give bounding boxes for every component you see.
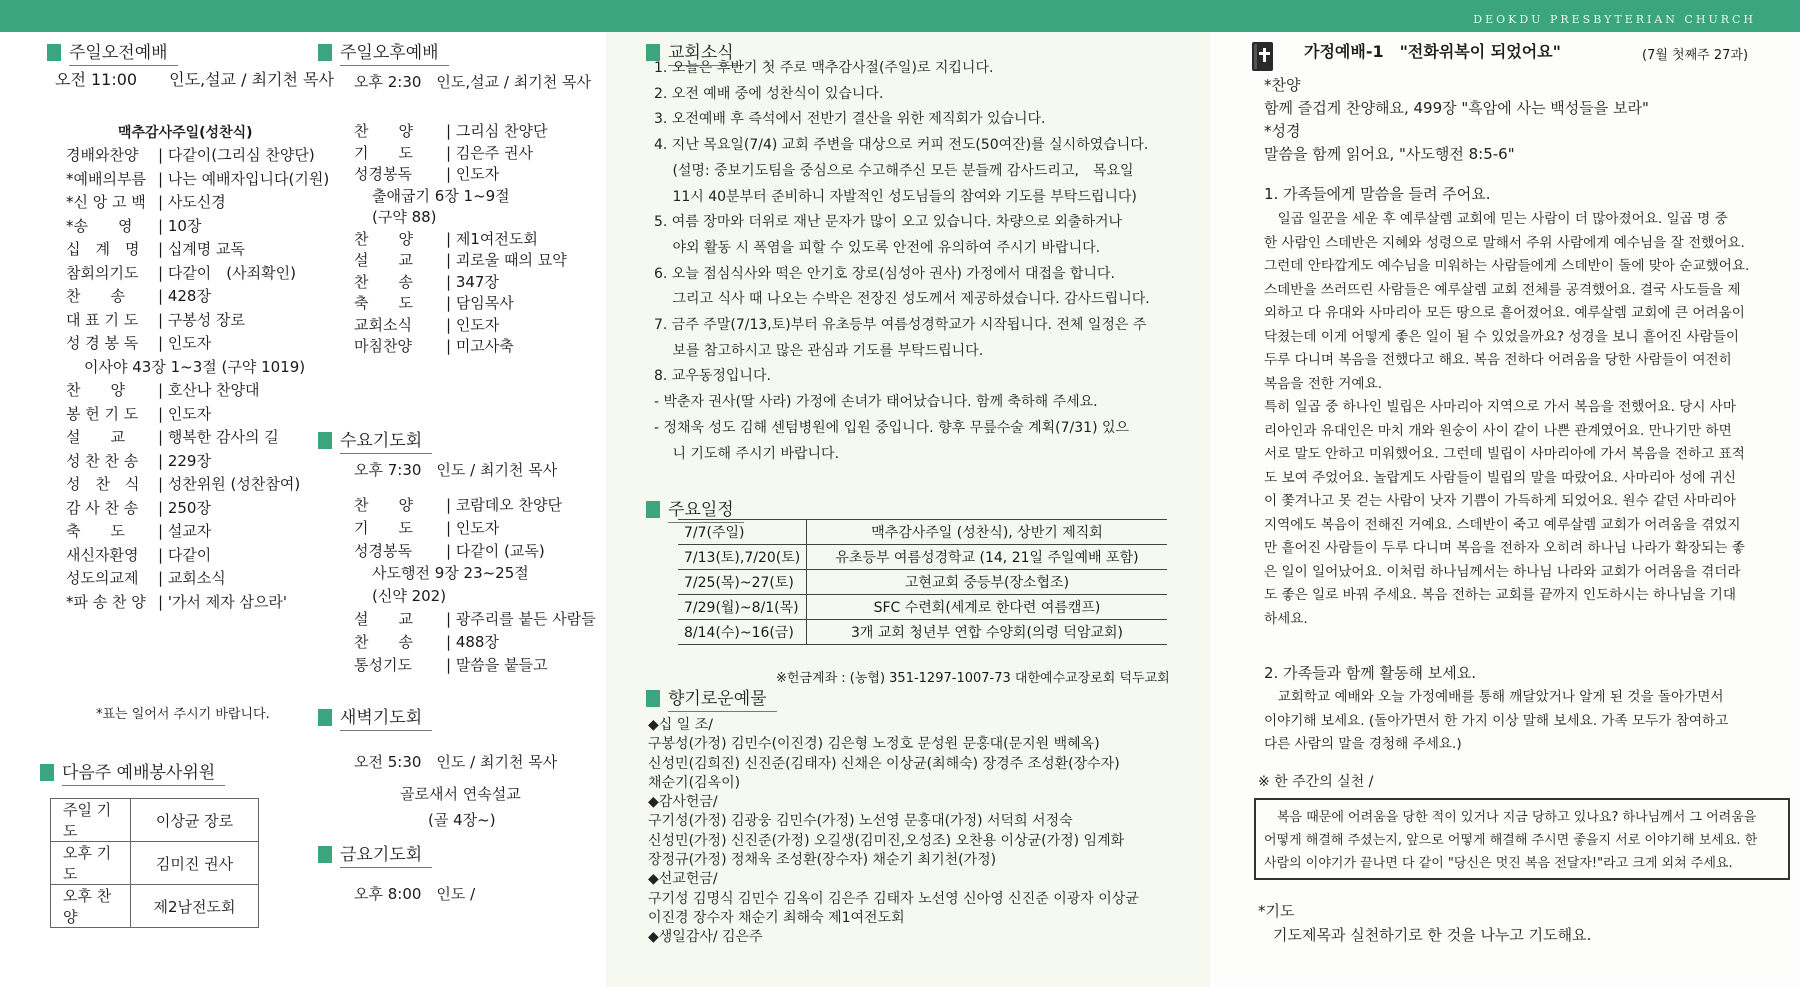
order-row [354,315,567,337]
order-item-label: 교회소식 [354,315,412,334]
services-column [300,32,606,987]
offering-line: 신성민(김희진) 신진준(김태자) 신채은 이상균(최해숙) 장경주 조성환(장수자) [648,755,1120,772]
body-line: 복음을 전한 거예요. [1264,375,1383,392]
order-row [354,121,567,143]
schedule-date: 7/25(목)~27(토) [678,570,807,595]
morning-occasion: 맥추감사주일(성찬식) [118,125,253,141]
body-line: 하세요. [1264,610,1308,627]
order-item-value: | 코람데오 찬양단 [446,496,563,514]
order-item-label: 마침찬양 [354,337,412,355]
order-row [354,609,596,632]
order-item-label: 통성기도 [354,655,412,674]
order-item-label: 찬 송 [354,272,413,291]
news-line: 2. 오전 예배 중에 성찬식이 있습니다. [654,85,884,102]
order-sub-line: 출애굽기 6장 1~9절 [372,186,510,205]
order-item-label: *파 송 찬 양 [66,592,146,611]
order-row [354,586,596,609]
body-line: 이 쫓겨나고 못 걷는 사람이 낫자 기쁨이 가득하게 되었어요. 원수 같던 사마리아 [1264,493,1737,509]
order-row [66,427,329,451]
order-row [354,541,596,564]
dawn-series: 골로새서 연속설교 [400,785,521,803]
body-line: 닥쳤는데 이게 어떻게 좋은 일이 될 수 있었을까요? 성경을 보니 흩어진 사람들이 [1264,328,1739,345]
order-item-value: | 인도자 [158,404,212,423]
offerings-title: 향기로운예물 [646,684,777,712]
afternoon-time: 오후 2:30 인도,설교 / 최기천 목사 [354,73,591,91]
order-row [66,192,329,216]
news-line: 3. 오전예배 후 즉석에서 전반기 결산을 위한 제직회가 있습니다. [654,111,1046,128]
body-line: 그런데 안타깝게도 예수님을 미워하는 사람들에게 스데반이 돌에 맞아 순교했어요. [1264,258,1750,274]
family-worship-column [1210,32,1800,987]
order-row [66,216,329,240]
order-item-label: 찬 양 [354,229,413,248]
news-line: 8. 교우동정입니다. [654,368,771,385]
order-item-label: 기 도 [354,518,413,537]
news-line: 11시 40분부터 준비하니 자발적인 성도님들의 참여와 기도를 부탁드립니다) [654,188,1137,205]
order-item-label: 감 사 찬 송 [66,498,139,517]
schedule-event: 고현교회 중등부(장소협조) [807,570,1167,595]
order-item-value: | 다같이 (사죄확인) [158,263,296,282]
church-name: DEOKDU PRESBYTERIAN CHURCH [1473,13,1756,26]
order-item-label: 성도의교제 [66,569,139,587]
morning-order [66,145,329,615]
order-row [66,263,329,287]
wednesday-order [354,495,596,677]
order-row [354,143,567,165]
wednesday-time: 오후 7:30 인도 / 최기천 목사 [354,461,558,479]
body-line: 교회학교 예배와 오늘 가정예배를 통해 깨달았거나 알게 된 것을 돌아가면서 [1264,689,1724,705]
order-item-label: *송 영 [66,216,133,235]
offering-line: ◆선교헌금/ [648,871,718,888]
afternoon-order [354,121,567,358]
news-line: 7. 금주 주말(7/13,토)부터 유초등부 여름성경학교가 시작됩니다. 전체 일정은 주 [654,317,1147,334]
order-item-value: | 괴로울 때의 묘약 [446,251,567,269]
body-line: 서로 말도 안하고 미워했어요. 그런데 빌립이 사마리아에 가서 복음을 전하고 표적 [1264,446,1745,462]
order-item-value: | 사도신경 [158,193,226,211]
order-item-value: | 김은주 권사 [446,143,534,162]
order-row [66,145,329,169]
order-item-label: 참회의기도 [66,263,139,282]
morning-time: 오전 11:00 인도,설교 / 최기천 목사 [55,70,334,89]
order-row [354,207,567,229]
order-item-value: | 나는 예배자입니다(기원) [158,169,330,188]
table-row: 오후 기도 김미진 권사 [51,842,259,885]
order-item-label: 찬 양 [354,496,413,514]
order-item-label: 성 찬 식 [66,475,140,493]
body-line: 은 일이 일어났어요. 이처럼 하나님께서는 하나님 나라와 교회가 어려움을 겪더라 [1264,563,1741,580]
order-row [354,293,567,315]
order-item-value: | 229장 [158,451,211,470]
body-line: 이야기해 보세요. (돌아가면서 한 가지 이상 말해 보세요. 가족 모두가 참여하고 [1264,712,1729,729]
order-row [66,498,329,522]
table-row [678,570,1167,595]
order-item-value: | 십계명 교독 [158,240,246,258]
offering-line: ◆십 일 조/ [648,717,713,733]
section-marker-icon [318,846,332,863]
order-item-label: 새신자환영 [66,545,139,564]
table-row [678,595,1167,620]
order-item-label: 축 도 [66,522,125,540]
order-item-value: | 인도자 [446,165,500,183]
schedule-title: 주요일정 [646,495,744,523]
order-item-label: 찬 양 [66,381,125,399]
order-item-value: | 제1여전도회 [446,229,538,248]
order-row [66,380,329,404]
schedule-date: 7/29(월)~8/1(목) [678,595,807,620]
order-row [66,333,329,357]
wednesday-title: 수요기도회 [318,426,432,454]
schedule-event: 유초등부 여름성경학교 (14, 21일 주일예배 포함) [807,545,1167,570]
order-item-label: 경배와찬양 [66,146,139,164]
prayer-text: 기도제목과 실천하기로 한 것을 나누고 기도해요. [1258,926,1592,944]
order-item-label: 찬 양 [354,122,413,140]
order-row [354,655,596,678]
section-marker-icon [646,690,660,707]
order-row [354,250,567,272]
order-row [66,521,329,545]
next-week-title: 다음주 예배봉사위원 [40,758,225,786]
offering-line: 구봉성(가정) 김민수(이진경) 김은형 노정호 문성원 문홍대(문지원 백혜옥) [648,736,1100,753]
practice-line: 어떻게 해결해 주셨는지, 앞으로 어떻게 해결해 주시면 좋을지 서로 이야기해 보세요. 한 [1264,833,1758,848]
order-item-value: | 347장 [446,272,499,291]
table-row [678,545,1167,570]
order-row [354,336,567,358]
body-line: 일곱 일꾼을 세운 후 예루살렘 교회에 믿는 사람이 더 많아졌어요. 일곱 명 중 [1264,211,1728,227]
order-item-value: | 10장 [158,216,202,235]
order-row [66,451,329,475]
order-item-value: | 광주리를 붙든 사람들 [446,609,596,628]
body-line: 도 좋은 일로 바꿔 주세요. 복음 전하는 교회를 끝까지 인도하시는 하나님을 기대 [1264,587,1737,603]
morning-column [0,32,334,987]
order-item-label: 성 찬 찬 송 [66,451,139,470]
order-sub-line: (신약 202) [372,587,447,606]
order-item-value: | 다같이 [158,545,212,564]
schedule-event: 3개 교회 청년부 연합 수양회(의령 덕암교회) [807,620,1167,645]
order-item-label: *예배의부름 [66,169,146,188]
order-sub-line: 사도행전 9장 23~25절 [372,564,529,583]
order-item-label: 봉 헌 기 도 [66,404,139,423]
order-item-value: | 호산나 찬양대 [158,381,260,399]
offering-line: 신성민(가정) 신진준(가정) 오길생(김미진,오성조) 오찬용 이상균(가정) 임계화 [648,832,1125,849]
offering-line: ◆생일감사/ 김은주 [648,929,763,946]
order-item-value: | 교회소식 [158,569,226,587]
table-row [678,520,1167,545]
offerings-list [648,716,1208,948]
order-item-label: 십 계 명 [66,240,140,258]
morning-title: 주일오전예배 [47,38,178,66]
body-line: 특히 일곱 중 하나인 빌립은 사마리아 지역으로 가서 복음을 전했어요. 당시 사마 [1264,399,1737,415]
praise-label: *찬양 [1264,76,1301,94]
order-item-label: 설 교 [354,609,413,628]
order-item-value: | 428장 [158,287,211,305]
section-marker-icon [47,44,61,61]
offering-line: 구기성(가정) 김광웅 김민수(가정) 노선영 문홍대(가정) 서덕희 서정숙 [648,813,1073,830]
order-item-label: 성경봉독 [354,165,412,183]
news-line: 야외 활동 시 폭염을 피할 수 있도록 안전에 유의하여 주시기 바랍니다. [654,239,1101,256]
practice-line: 복음 때문에 어려움을 당한 적이 있거나 지금 당하고 있나요? 하나님께서 그 어려움을 [1264,810,1757,825]
body-line: 한 사람인 스데반은 지혜와 성령으로 말해서 주위 사람에게 예수님을 잘 전했어요. [1264,234,1745,251]
body-line: 스데반을 쓰러뜨린 사람들은 예루살렘 교회 전체를 공격했어요. 결국 사도들을 제 [1264,281,1741,298]
news-line: 4. 지난 목요일(7/4) 교회 주변을 대상으로 커피 전도(50여잔)를 실시하였습니다. [654,137,1149,154]
order-row [66,310,329,334]
table-row: 주일 기도 이상균 장로 [51,799,259,842]
practice-line: 사람의 이야기가 끝나면 다 같이 "당신은 멋진 복음 전달자!"라고 크게 외쳐 주세요. [1264,856,1733,871]
news-line: 니 기도해 주시기 바랍니다. [654,445,840,462]
top-bar [0,0,1800,32]
section-1-body [1264,208,1749,631]
table-row [678,620,1167,645]
body-line: 만 흩어진 사람들이 두루 다니며 복음을 전하자 오히려 하나님 나라가 확장되는 좋 [1264,540,1745,556]
offering-line: 장정규(가정) 정채욱 조성환(장수자) 채순기 최기천(가정) [648,852,997,869]
body-line: 리아인과 유대인은 마치 개와 원숭이 사이 같이 나쁜 관계였어요. 만나기만 하면 [1264,422,1732,439]
news-line: - 정채욱 성도 김해 센텀병원에 입원 중입니다. 향후 무릎수술 계획(7/31) 있으 [654,419,1130,436]
body-line: 두루 다니며 복음을 전했다고 해요. 복음 전하다 어려움을 당한 사람들이 여전히 [1264,352,1732,368]
schedule-event: SFC 수련회(세계로 한다련 여름캠프) [807,595,1167,620]
dawn-time: 오전 5:30 인도 / 최기천 목사 [354,753,558,771]
bible-icon [1248,40,1278,74]
order-item-value: | 인도자 [446,315,500,334]
news-line: 그리고 식사 때 나오는 수박은 전장진 성도께서 제공하셨습니다. 감사드립니다. [654,291,1150,308]
order-row [66,568,329,592]
order-row [66,592,329,616]
news-line: 6. 오늘 점심식사와 떡은 안기호 장로(심성아 권사) 가정에서 대접을 합니다. [654,265,1115,282]
order-item-label: 설 교 [354,251,413,269]
order-item-value: | 그리심 찬양단 [446,122,548,140]
section-2-body [1264,686,1728,757]
order-item-value: | '가서 제자 삼으라' [158,592,288,611]
order-row [354,518,596,541]
section-1-title: 1. 가족들에게 말씀을 들려 주어요. [1264,185,1491,203]
order-row [66,404,329,428]
dawn-title: 새벽기도회 [318,703,432,731]
order-row [354,495,596,518]
schedule-date: 7/7(주일) [678,520,807,545]
schedule-date: 7/13(토),7/20(토) [678,545,807,570]
order-item-label: 축 도 [354,294,413,312]
table-row: 오후 찬양 제2남전도회 [51,885,259,928]
next-week-table [50,798,259,928]
offering-line: 구기성 김명식 김민수 김옥이 김은주 김태자 노선영 신아영 신진준 이광자 이상균 [648,890,1139,907]
praise-text: 함께 즐겁게 찬양해요, 499장 "흑암에 사는 백성들을 보라" [1264,99,1649,117]
order-row [354,229,567,251]
section-marker-icon [318,709,332,726]
news-line: 1. 오늘은 후반기 첫 주로 맥추감사절(주일)로 지킵니다. [654,60,994,76]
section-marker-icon [40,764,54,781]
order-item-label: *신 앙 고 백 [66,193,146,211]
schedule-date: 8/14(수)~16(금) [678,620,807,645]
order-row [66,545,329,569]
section-marker-icon [318,44,332,61]
body-line: 다른 사람의 말을 경청해 주세요.) [1264,736,1462,752]
order-row [354,186,567,208]
offering-account: ※헌금계좌 : (농협) 351-1297-1007-73 대한예수교장로회 덕두교회 [776,671,1170,686]
dawn-range: (골 4장~) [428,811,496,829]
order-item-value: | 성찬위원 (성찬참여) [158,475,301,493]
body-line: 도 보여 주었어요. 놀랍게도 사람들이 빌립의 말을 따랐어요. 사마리아 성에 귀신 [1264,469,1737,486]
order-row [66,286,329,310]
order-item-value: | 말씀을 붙들고 [446,655,548,674]
order-item-value: | 인도자 [158,334,212,352]
order-row [66,357,329,381]
news-line: 보를 참고하시고 많은 관심과 기도를 부탁드립니다. [654,342,984,359]
afternoon-title: 주일오후예배 [318,38,449,66]
offering-line: 채순기(김옥이) [648,774,741,791]
order-item-label: 찬 송 [354,632,413,651]
order-sub-line: (구약 88) [372,208,437,226]
order-item-value: | 미고사축 [446,337,514,355]
news-line: (설명: 중보기도팀을 중심으로 수고해주신 모든 분들께 감사드리고, 목요일 [654,162,1134,179]
order-item-value: | 구봉성 장로 [158,310,246,329]
friday-time: 오후 8:00 인도 / [354,885,476,903]
order-item-value: | 담임목사 [446,294,514,312]
scripture-label: *성경 [1264,122,1301,140]
offering-line: 이진경 장수자 채순기 최해숙 제1여전도회 [648,909,905,926]
practice-box [1254,798,1790,880]
offering-line: ◆감사헌금/ [648,794,718,811]
order-row [354,563,596,586]
order-item-value: | 다같이 (교독) [446,541,545,560]
morning-note: *표는 일어서 주시기 바랍니다. [96,707,270,722]
section-marker-icon [646,501,660,518]
order-item-label: 성 경 봉 독 [66,334,139,352]
practice-label: ※ 한 주간의 실천 / [1258,774,1374,790]
news-line: 5. 여름 장마와 더위로 재난 문자가 많이 오고 있습니다. 차량으로 외출하거나 [654,214,1123,231]
news-title: 교회소식 [646,38,744,66]
order-item-value: | 250장 [158,498,211,517]
prayer-label: *기도 [1258,902,1295,920]
order-row [354,272,567,294]
schedule-table [678,519,1167,645]
friday-title: 금요기도회 [318,840,432,868]
order-item-label: 기 도 [354,143,413,162]
news-column [606,32,1210,987]
body-line: 외하고 다 유대와 사마리아 모든 땅으로 흩어졌어요. 예루살렘 교회에 큰 어려움이 [1264,305,1745,321]
order-item-value: | 인도자 [446,518,500,537]
order-item-value: | 행복한 감사의 길 [158,428,279,446]
family-worship-title: 가정예배-1 "전화위복이 되었어요" [1304,42,1561,61]
family-worship-date: (7월 첫째주 27과) [1642,48,1749,63]
order-sub-line: 이사야 43장 1~3절 (구약 1019) [84,357,306,376]
order-item-value: | 488장 [446,632,499,651]
order-item-label: 찬 송 [66,287,125,305]
order-row [354,632,596,655]
section-marker-icon [318,432,332,449]
news-list [654,56,1194,467]
scripture-text: 말씀을 함께 읽어요, "사도행전 8:5-6" [1264,145,1515,163]
order-item-label: 성경봉독 [354,541,412,560]
order-item-value: | 설교자 [158,522,212,540]
order-row [354,164,567,186]
order-item-value: | 다같이(그리심 찬양단) [158,146,315,164]
section-2-title: 2. 가족들과 함께 활동해 보세요. [1264,664,1477,682]
schedule-event: 맥추감사주일 (성찬식), 상반기 제직회 [807,520,1167,545]
order-item-label: 대 표 기 도 [66,310,139,329]
order-item-label: 설 교 [66,428,125,446]
news-line: - 박춘자 권사(딸 사라) 가정에 손녀가 태어났습니다. 함께 축하해 주세요. [654,394,1098,411]
order-row [66,474,329,498]
order-row [66,169,329,193]
body-line: 지역에도 복음이 전해진 거예요. 스데반이 죽고 예루살렘 교회가 어려움을 겪었지 [1264,516,1741,533]
order-row [66,239,329,263]
